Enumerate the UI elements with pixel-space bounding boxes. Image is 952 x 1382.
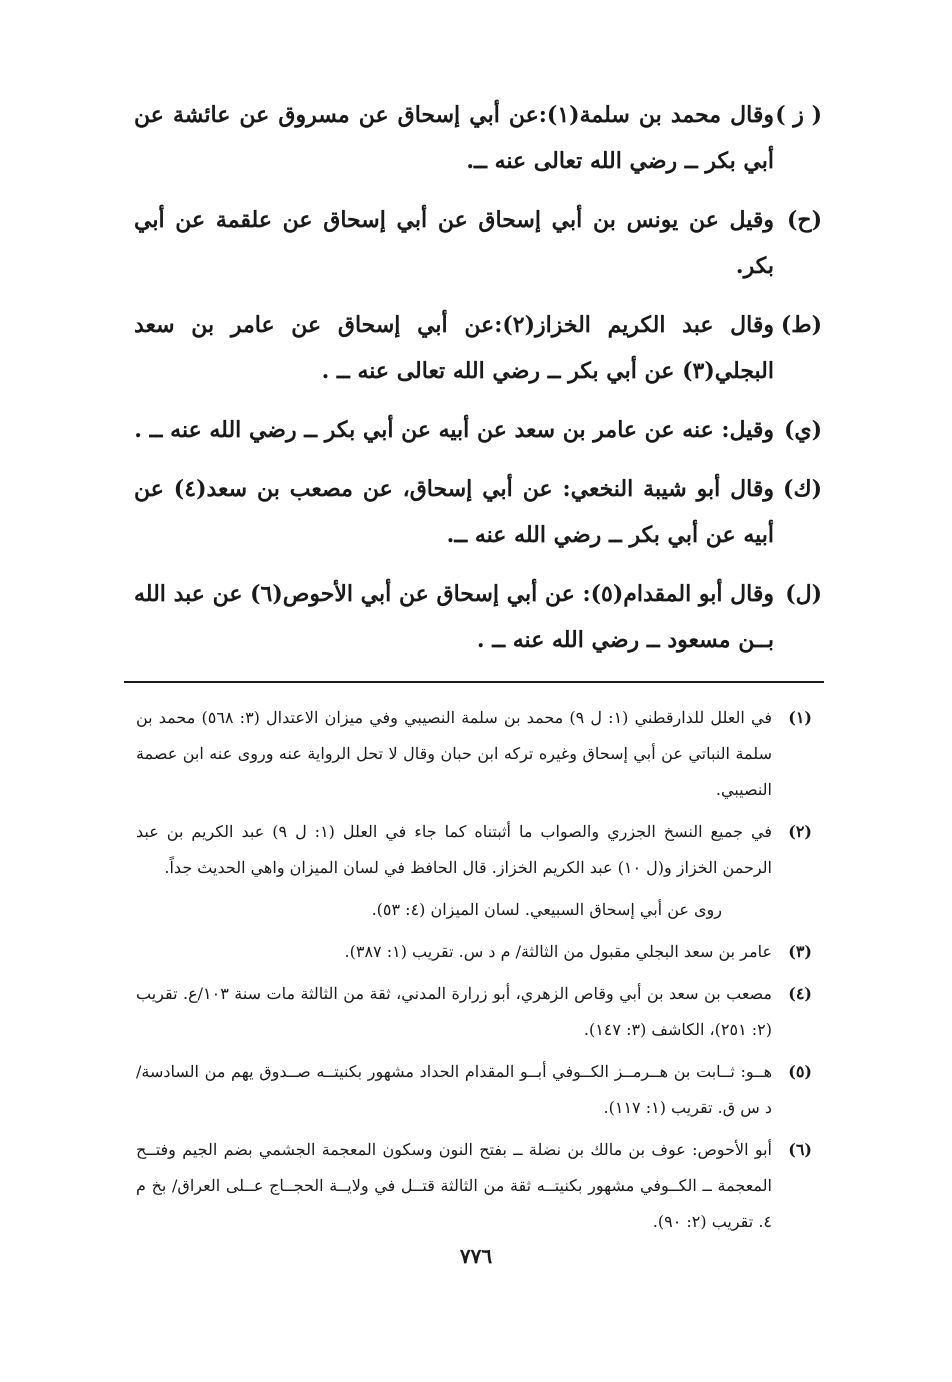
footnote-number: (٣)	[788, 942, 812, 961]
entry-label: (ك)	[783, 476, 822, 502]
footnote-number: (٦)	[788, 1140, 812, 1159]
entry-text: وقيل عن يونس بن أبي إسحاق عن أبي إسحاق عن علقمة عن أبي بكر.	[134, 207, 774, 279]
entry-label: (ح)	[786, 207, 822, 233]
main-entry-h	[134, 197, 822, 289]
footnote-number: (٥)	[788, 1062, 812, 1081]
footnote-number: (٤)	[788, 984, 812, 1003]
main-text	[134, 92, 822, 676]
entry-label: (ط)	[780, 312, 822, 338]
entry-label: (ل)	[785, 581, 822, 607]
main-entry-k	[134, 466, 822, 558]
main-entry-l	[134, 571, 822, 663]
footnote-5	[136, 1054, 812, 1126]
footnote-1	[136, 700, 812, 808]
footnote-text: عامر بن سعد البجلي مقبول من الثالثة/ م د س. تقريب (١: ٣٨٧).	[344, 942, 772, 961]
footnote-number: (٢)	[788, 822, 812, 841]
entry-label: ( ز )	[775, 102, 822, 128]
entry-text: وقال أبو المقدام(٥): عن أبي إسحاق عن أبي الأحوص(٦) عن عبد الله بــن مسعود ــ رضي الله عنه ــ .	[134, 581, 775, 653]
footnote-3	[136, 934, 812, 970]
entry-text: وقيل: عنه عن عامر بن سعد عن أبيه عن أبي بكر ــ رضي الله عنه ــ .	[134, 417, 774, 443]
footnote-4	[136, 976, 812, 1048]
footnote-number: (١)	[788, 708, 812, 727]
entry-label: (ي)	[783, 417, 822, 443]
main-entry-z	[134, 92, 822, 184]
footnote-6	[136, 1132, 812, 1240]
footnotes	[136, 700, 812, 1246]
footnote-text: في العلل للدارقطني (١: ل ٩) محمد بن سلمة النصيبي وفي ميزان الاعتدال (٣: ٥٦٨) محمد بن سلمة النباتي عن أبي إسحاق وغيره تركه ابن حبان وقال لا تحل الرواية عنه وروى عنه ابن عصمة النصيبي.	[136, 708, 772, 799]
entry-text: وقال أبو شيبة النخعي: عن أبي إسحاق، عن مصعب بن سعد(٤) عن أبيه عن أبي بكر ــ رضي الله عنه ــ.	[134, 476, 774, 548]
main-entry-y	[134, 407, 822, 453]
footnote-text: مصعب بن سعد بن أبي وقاص الزهري، أبو زرارة المدني، ثقة من الثالثة مات سنة ١٠٣/ع. تقريب (٢: ٢٥١)، الكاشف (٣: ١٤٧).	[136, 984, 772, 1039]
page-number: ٧٧٦	[459, 1244, 493, 1268]
footnote-text: أبو الأحوص: عوف بن مالك بن نضلة ــ بفتح النون وسكون المعجمة الجشمي بضم الجيم وفتــح المعجمة ــ الكــوفي مشهور بكنيتــه ثقة من الثالثة قتــل في ولايــة الحجــاج عــلى العراق/ بخ م ٤. تقريب (٢: ٩٠).	[136, 1140, 772, 1231]
footnote-separator	[124, 681, 824, 683]
entry-text: وقال عبد الكريم الخزاز(٢):عن أبي إسحاق عن عامر بن سعد البجلي(٣) عن أبي بكر ــ رضي الله تعالى عنه ــ .	[134, 312, 774, 384]
footnote-2-continuation: روى عن أبي إسحاق السبيعي. لسان الميزان (٤: ٥٣).	[371, 900, 722, 919]
footnote-2	[136, 814, 812, 886]
entry-text: وقال محمد بن سلمة(١):عن أبي إسحاق عن مسروق عن عائشة عن أبي بكر ــ رضي الله تعالى عنه ــ.	[134, 102, 774, 174]
main-entry-t	[134, 302, 822, 394]
footnote-text: في جميع النسخ الجزري والصواب ما أثبتناه كما جاء في العلل (١: ل ٩) عبد الكريم بن عبد الرحمن الخزاز و(ل ١٠) عبد الكريم الخزاز. قال الحافظ في لسان الميزان واهي الحديث جداً.	[136, 822, 773, 877]
footnote-text: هــو: ثــابت بن هــرمــز الكــوفي أبــو المقدام الحداد مشهور بكنيتــه صــدوق يهم من السادسة/ د س ق. تقريب (١: ١١٧).	[136, 1062, 772, 1117]
